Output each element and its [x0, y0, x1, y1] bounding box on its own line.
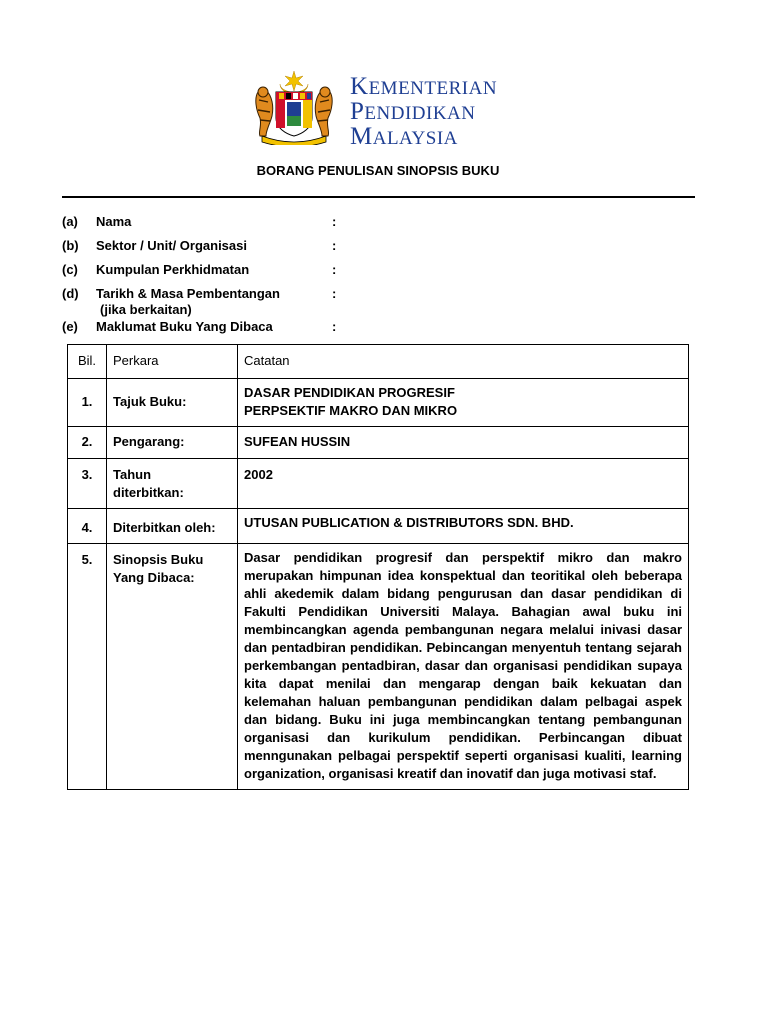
row-note: SUFEAN HUSSIN [238, 427, 689, 459]
ministry-line-3: MALAYSIA [350, 123, 458, 150]
form-fields [62, 214, 702, 343]
table-row [68, 427, 689, 459]
field-code: (c) [62, 262, 78, 277]
header-bil: Bil. [68, 345, 107, 379]
field-sublabel: (jika berkaitan) [100, 302, 192, 317]
row-number: 1. [68, 379, 107, 427]
row-item-line: diterbitkan: [113, 485, 184, 500]
table-header-row [68, 345, 689, 379]
table-row [68, 544, 689, 790]
row-number: 4. [68, 509, 107, 544]
row-item [107, 544, 238, 790]
field-label [96, 286, 280, 318]
field-nama [62, 214, 702, 238]
field-maklumat [62, 319, 702, 343]
row-number: 3. [68, 459, 107, 509]
row-note: 2002 [238, 459, 689, 509]
table-row [68, 459, 689, 509]
header-catatan: Catatan [238, 345, 689, 379]
row-note [238, 379, 689, 427]
field-label: Sektor / Unit/ Organisasi [96, 238, 247, 253]
field-code: (e) [62, 319, 78, 334]
field-label: Nama [96, 214, 132, 229]
ministry-line-1: KEMENTERIAN [350, 73, 498, 100]
title-divider [62, 196, 695, 198]
row-note-line: DASAR PENDIDIKAN PROGRESIF [244, 385, 455, 400]
field-sektor [62, 238, 702, 262]
field-code: (b) [62, 238, 79, 253]
header-perkara: Perkara [107, 345, 238, 379]
field-label: Maklumat Buku Yang Dibaca [96, 319, 273, 334]
ministry-line-2: PENDIDIKAN [350, 98, 476, 125]
synopsis-text: Dasar pendidikan progresif dan perspektif mikro dan makro merupakan himpunan idea konspektual dan teoritikal oleh beberapa ahli akedemik dalam bidang pengurusan dan dasar pendidikan di Fakulti Pendidikan Universiti Malaya. Bahagian awal buku ini membincangkan agenda pembangunan negara melalui inivasi dasar dan pentadbiran pendidikan. Pebincangan menyentuh tentang sejarah perkembangan pentadbiran, dasar dan organisasi pendidikan supaya kita dapat menilai dan mengarap dengan baik kekuatan dan kelemahan haluan pembangunan pendidikan dalam pelbagai aspek dan bidang. Buku ini juga membincangkan tentang pembangunan organisasi dan kurikulum pendidikan. Perbincangan dibuat menngunakan pelbagai perspektif seperti organisasi kualiti, learning organization, organisasi kreatif dan inovatif dan juga motivasi staf. [238, 544, 689, 790]
jata-negara-crest-logo [250, 70, 338, 145]
row-item: Tajuk Buku: [107, 379, 238, 427]
row-number: 5. [68, 544, 107, 790]
ministry-name-logo [350, 75, 497, 150]
form-title: BORANG PENULISAN SINOPSIS BUKU [256, 163, 500, 178]
row-number: 2. [68, 427, 107, 459]
field-label-main: Tarikh & Masa Pembentangan [96, 286, 280, 301]
table-row [68, 379, 689, 427]
field-colon: : [332, 286, 337, 301]
field-kumpulan [62, 262, 702, 286]
field-code: (d) [62, 286, 79, 301]
row-item-line: Tahun [113, 467, 152, 482]
field-colon: : [332, 214, 337, 229]
field-tarikh [62, 286, 702, 319]
row-item [107, 459, 238, 509]
row-note: UTUSAN PUBLICATION & DISTRIBUTORS SDN. BHD. [238, 509, 689, 544]
row-item-line: Sinopsis Buku [113, 552, 204, 567]
field-colon: : [332, 262, 337, 277]
table-row [68, 509, 689, 544]
book-info-table [67, 344, 689, 790]
row-note-line: PERPSEKTIF MAKRO DAN MIKRO [244, 403, 458, 418]
row-item: Pengarang: [107, 427, 238, 459]
row-item-line: Yang Dibaca: [113, 570, 195, 585]
field-label: Kumpulan Perkhidmatan [96, 262, 250, 277]
field-colon: : [332, 238, 337, 253]
row-item: Diterbitkan oleh: [107, 509, 238, 544]
field-code: (a) [62, 214, 78, 229]
field-colon: : [332, 319, 337, 334]
